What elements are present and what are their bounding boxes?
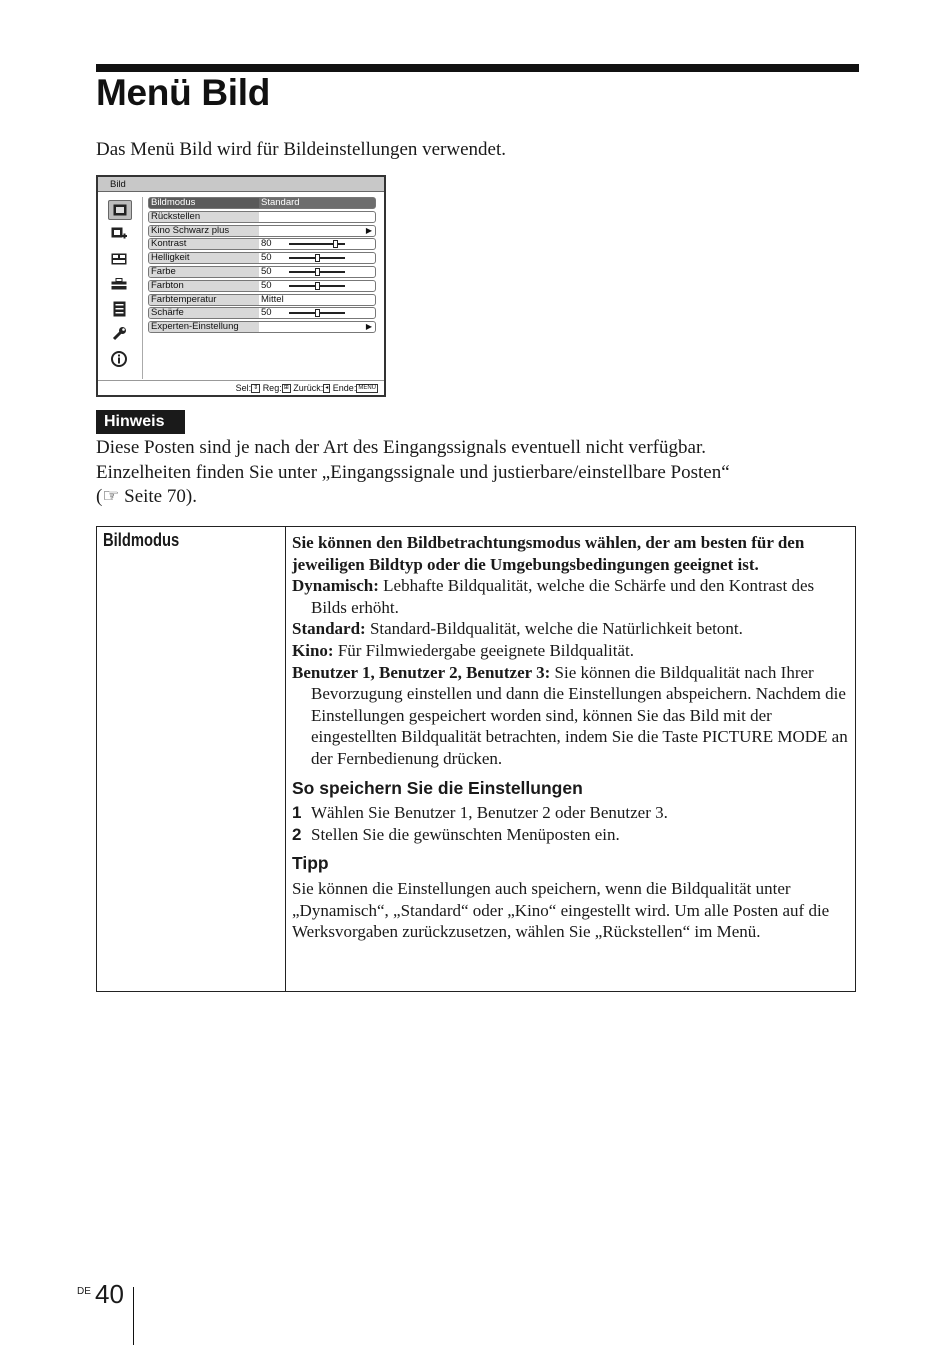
intro-text: Das Menü Bild wird für Bildeinstellungen verwendet. [96,139,507,160]
tip-heading: Tipp [292,853,329,874]
osd-title: Bild [98,177,384,192]
kontrast-slider[interactable] [289,243,345,245]
up-down-key-icon: ⇕ [253,385,259,392]
picture-adjust-icon [108,225,130,243]
mode-benutzer: Benutzer 1, Benutzer 2, Benutzer 3: Sie können die Bildqualität nach Ihrer Bevorzugung einstellen und dann die Einstellungen abspeichern. Nachdem die Einstellungen gespeichert worden sind, können Sie das Bild mit der eingestellten Bildqualität betrachten, indem Sie die Taste PICTURE MODE an der Fernbedienung drücken. [292,662,848,768]
submenu-arrow-icon: ▶ [365,225,372,235]
page-reference-icon: ☞ [102,486,120,507]
osd-row-experten-einstellung[interactable]: Experten-Einstellung ▶ [148,321,376,333]
function-icon [108,300,130,318]
slider-knob[interactable] [315,268,320,276]
farbton-slider[interactable] [289,285,345,287]
installation-wrench-icon [108,325,130,343]
footer-rule [133,1287,134,1345]
helligkeit-slider[interactable] [289,257,345,259]
mode-standard: Standard: Standard-Bildqualität, welche die Natürlichkeit betont. [292,619,743,639]
mode-dynamisch: Dynamisch: Lebhafte Bildqualität, welche die Schärfe und den Kontrast des Bilds erhöht. [292,576,815,617]
osd-menu-list [148,197,376,335]
osd-row-kontrast[interactable]: Kontrast 80 [148,238,376,250]
osd-row-bildmodus[interactable]: Bildmodus Standard [148,197,376,209]
mode-kino: Kino: Für Filmwiedergabe geeignete Bildqualität. [292,640,634,660]
osd-footer-help: Sel: ⇕ Reg: ⊞ Zurück: ◂ Ende: MENU [98,380,384,395]
schaerfe-slider[interactable] [289,312,345,314]
osd-row-farbtemperatur[interactable]: Farbtemperatur Mittel [148,294,376,306]
slider-knob[interactable] [315,254,320,262]
title-rule [96,64,859,72]
step-1: 1 Wählen Sie Benutzer 1, Benutzer 2 oder Benutzer 3. [292,803,668,823]
picture-icon [108,200,132,220]
screen-icon [108,250,130,268]
left-key-icon: ◂ [325,385,329,392]
tip-text: Sie können die Einstellungen auch speichern, wenn die Bildqualität unter „Dynamisch“, „Standard“ oder „Kino“ eingestellt wird. Um alle Posten auf die Werksvorgaben zurückzusetzen, wählen Sie „Rückstellen“ im Menü. [292,878,830,942]
osd-row-farbton[interactable]: Farbton 50 [148,280,376,292]
osd-row-rueckstellen[interactable]: Rückstellen [148,211,376,223]
osd-row-farbe[interactable]: Farbe 50 [148,266,376,278]
enter-key-icon: ⊞ [283,385,289,392]
farbe-slider[interactable] [289,271,345,273]
save-heading: So speichern Sie die Einstellungen [292,777,583,798]
info-icon [108,350,130,368]
menu-key: MENU [358,385,376,392]
hinweis-text: Diese Posten sind je nach der Art des Eingangssignals eventuell nicht verfügbar. Einzelheiten finden Sie unter „Eingangssignale und justierbare/einstellbare Posten“ (☞ Seite 70). [96,437,730,507]
table-item-label: Bildmodus [103,530,180,550]
osd-row-kino-schwarz-plus[interactable]: Kino Schwarz plus ▶ [148,225,376,237]
step-2: 2 Stellen Sie die gewünschten Menüposten ein. [292,824,620,844]
osd-row-helligkeit[interactable]: Helligkeit 50 [148,252,376,264]
slider-knob[interactable] [315,282,320,290]
osd-menu-screenshot [96,175,386,397]
table-item-description [292,532,852,943]
page-number: 40 [95,1279,124,1309]
slider-knob[interactable] [333,240,338,248]
settings-table [96,526,856,992]
submenu-arrow-icon: ▶ [365,322,372,332]
language-code: DE [77,1286,91,1297]
page-title: Menü Bild [96,72,271,113]
osd-icon-sidebar [102,197,143,379]
osd-row-schaerfe[interactable]: Schärfe 50 [148,307,376,319]
setup-toolbox-icon [108,275,130,293]
slider-knob[interactable] [315,309,320,317]
hinweis-badge: Hinweis [96,410,185,434]
bildmodus-intro: Sie können den Bildbetrachtungsmodus wählen, der am besten für den jeweiligen Bildtyp oder die Umgebungsbedingungen geeignet ist. [292,533,805,574]
